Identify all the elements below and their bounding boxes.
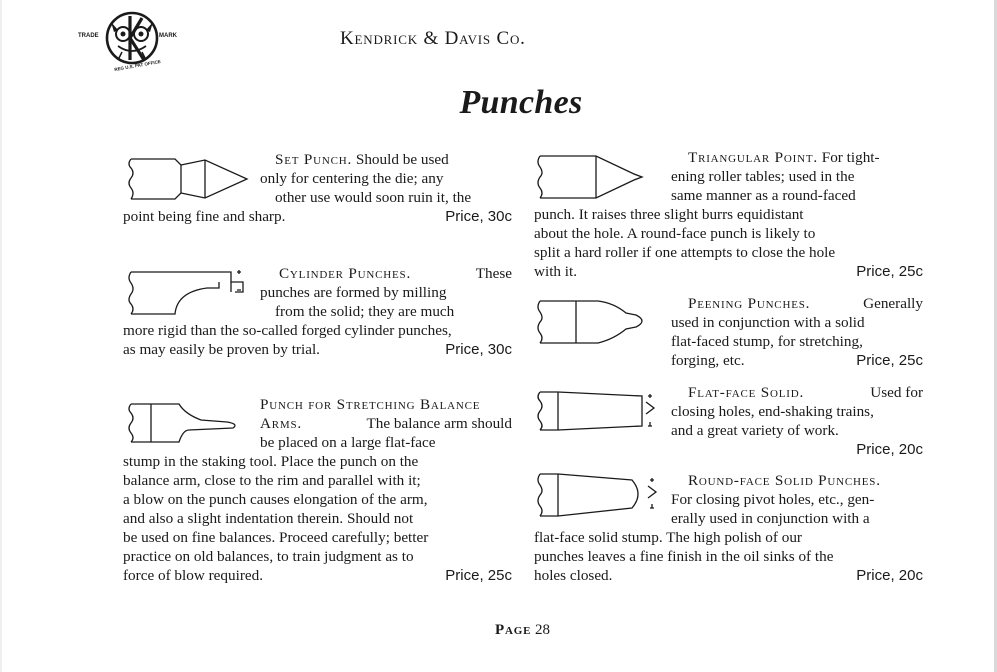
- triangular-point-title: Triangular Point.: [688, 149, 818, 166]
- text-line: flat-faced stump, for stretching,: [671, 333, 863, 350]
- text-line: Should be used: [355, 151, 449, 168]
- text-line: and a great variety of work.: [671, 422, 839, 439]
- stretching-punch-title: Punch for Stretching Balance: [260, 396, 481, 413]
- logo-right-text: MARK: [159, 33, 177, 39]
- text-line: from the solid; they are much: [275, 303, 455, 320]
- text-line: point being fine and sharp.: [123, 208, 286, 225]
- set-punch-entry: [123, 150, 512, 226]
- peening-punches-title: Peening Punches.: [688, 295, 811, 312]
- text-line: closing holes, end-shaking trains,: [671, 403, 874, 420]
- cylinder-punches-entry: [123, 264, 512, 359]
- page-footer: [495, 622, 550, 639]
- owl-monogram-icon: [78, 10, 186, 72]
- text-line: For tight-: [821, 149, 880, 166]
- text-line: and also a slight indentation therein. Should not: [123, 510, 414, 527]
- text-line: For closing pivot holes, etc., gen-: [671, 491, 875, 508]
- trademark-logo: [78, 10, 186, 72]
- flat-face-solid-title: Flat-face Solid.: [688, 384, 805, 401]
- text-line: The balance arm should: [366, 415, 512, 432]
- stretching-punch-price: Price, 25c: [445, 567, 512, 584]
- text-line: forging, etc.: [671, 352, 745, 369]
- peening-punches-entry: [534, 294, 923, 370]
- stretching-punch-entry: [123, 395, 512, 585]
- text-line: other use would soon ruin it, the: [275, 189, 472, 206]
- cylinder-punches-price: Price, 30c: [445, 341, 512, 358]
- text-line: force of blow required.: [123, 567, 264, 584]
- text-line: same manner as a round-faced: [671, 187, 856, 204]
- text-line: holes closed.: [534, 567, 613, 584]
- set-punch-price: Price, 30c: [445, 208, 512, 225]
- logo-left-text: TRADE: [78, 33, 99, 39]
- company-header: Kendrick & Davis Co.: [340, 28, 526, 49]
- text-line: split a hard roller if one attempts to close the hole: [534, 244, 836, 261]
- text-line: punches leaves a fine finish in the oil sinks of the: [534, 548, 834, 565]
- text-line: erally used in conjunction with a: [671, 510, 870, 527]
- text-line: ening roller tables; used in the: [671, 168, 855, 185]
- text-line: more rigid than the so-called forged cylinder punches,: [123, 322, 452, 339]
- set-punch-title: Set Punch.: [275, 151, 353, 168]
- text-line: These: [475, 265, 512, 282]
- text-line: balance arm, close to the rim and parallel with it;: [123, 472, 421, 489]
- text-line: be used on fine balances. Proceed carefully; better: [123, 529, 429, 546]
- text-line: as may easily be proven by trial.: [123, 341, 320, 358]
- page-title: Punches: [459, 84, 583, 121]
- stretching-punch-title-cont: Arms.: [260, 415, 303, 432]
- text-line: a blow on the punch causes elongation of the arm,: [123, 491, 428, 508]
- logo-bottom-text: REG U.S. PAT OFFICE: [113, 58, 162, 73]
- flat-face-solid-price: Price, 20c: [856, 441, 923, 458]
- text-line: punches are formed by milling: [260, 284, 447, 301]
- text-line: used in conjunction with a solid: [671, 314, 865, 331]
- round-face-solid-entry: [534, 471, 923, 585]
- text-line: about the hole. A round-face punch is likely to: [534, 225, 816, 242]
- triangular-point-entry: [534, 148, 923, 281]
- text-line: practice on old balances, to train judgment as to: [123, 548, 414, 565]
- text-line: be placed on a large flat-face: [260, 434, 436, 451]
- text-line: Used for: [870, 384, 923, 401]
- triangular-point-price: Price, 25c: [856, 263, 923, 280]
- round-face-solid-title: Round-face Solid Punches.: [688, 472, 881, 489]
- text-line: Generally: [863, 295, 923, 312]
- text-line: punch. It raises three slight burrs equidistant: [534, 206, 804, 223]
- text-line: with it.: [534, 263, 578, 280]
- flat-face-solid-entry: [534, 383, 923, 459]
- text-line: only for centering the die; any: [260, 170, 444, 187]
- text-line: flat-face solid stump. The high polish of our: [534, 529, 802, 546]
- text-line: stump in the staking tool. Place the punch on the: [123, 453, 419, 470]
- page-number: 28: [534, 622, 550, 638]
- round-face-solid-price: Price, 20c: [856, 567, 923, 584]
- cylinder-punches-title: Cylinder Punches.: [279, 265, 412, 282]
- peening-punches-price: Price, 25c: [856, 352, 923, 369]
- page-label: Page: [495, 622, 532, 638]
